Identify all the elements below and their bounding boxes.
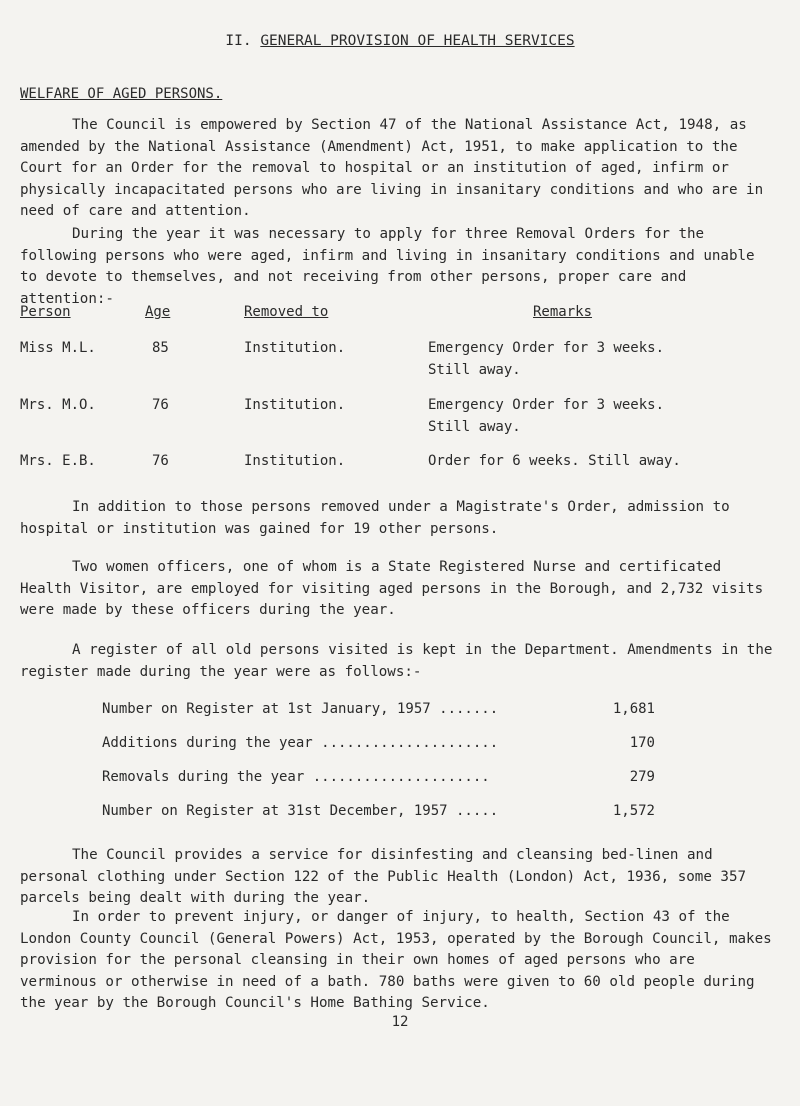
register-value: 170 <box>629 735 655 751</box>
paragraph-register: A register of all old persons visited is kept in the Department. Amendments in the register made during the year were as follows:- <box>20 642 773 680</box>
section-number: II. <box>225 33 252 49</box>
row-remarks: Emergency Order for 3 weeks. <box>428 340 665 356</box>
register-value: 279 <box>629 769 655 785</box>
paragraph-disinfesting: The Council provides a service for disinfesting and cleansing bed-linen and personal clothing under Section 122 of the Public Health (London) Act, 1936, some 357 parcels being dealt with during the year. <box>20 847 747 906</box>
subheading: WELFARE OF AGED PERSONS. <box>20 86 223 102</box>
row-age: 85 <box>152 340 169 356</box>
register-label: Number on Register at 1st January, 1957 ....... <box>102 701 499 717</box>
column-header-age: Age <box>145 304 171 320</box>
paragraph-additional-admissions: In addition to those persons removed under a Magistrate's Order, admission to hospital or institution was gained for 19 other persons. <box>20 499 730 537</box>
row-remarks: Order for 6 weeks. Still away. <box>428 453 681 469</box>
register-label: Additions during the year ..................... <box>102 735 499 751</box>
section-title: GENERAL PROVISION OF HEALTH SERVICES <box>260 33 575 49</box>
row-age: 76 <box>152 397 169 413</box>
paragraph-removal-orders: During the year it was necessary to apply for three Removal Orders for the following persons who were aged, infirm and living in insanitary conditions and unable to devote to themselves, and not receiving from other persons, proper care and attention:- <box>20 226 755 307</box>
paragraph-powers: The Council is empowered by Section 47 of the National Assistance Act, 1948, as amended by the National Assistance (Amendment) Act, 1951, to make application to the Court for an Order for the removal to hospital or an institution of aged, infirm or physically incapacitated persons who are living in insanitary conditions and who are in need of care and attention. <box>20 117 764 219</box>
row-person: Miss M.L. <box>20 340 96 356</box>
column-header-removed-to: Removed to <box>244 304 329 320</box>
register-label: Removals during the year ..................... <box>102 769 490 785</box>
row-removed-to: Institution. <box>244 340 346 356</box>
paragraph-home-bathing: In order to prevent injury, or danger of injury, to health, Section 43 of the London County Council (General Powers) Act, 1953, operated by the Borough Council, makes provision for the personal cleansing in their own homes of aged persons who are verminous or otherwise in need of a bath. 780 baths were given to 60 old people during the year by the Borough Council's Home Bathing Service. <box>20 909 772 1011</box>
column-header-remarks: Remarks <box>533 304 593 320</box>
register-value: 1,572 <box>612 803 655 819</box>
row-removed-to: Institution. <box>244 453 346 469</box>
paragraph-women-officers: Two women officers, one of whom is a State Registered Nurse and certificated Health Visitor, are employed for visiting aged persons in the Borough, and 2,732 visits were made by these officers during the year. <box>20 559 764 618</box>
row-person: Mrs. M.O. <box>20 397 96 413</box>
row-remarks-cont: Still away. <box>428 362 521 378</box>
section-heading <box>0 33 800 49</box>
row-remarks-cont: Still away. <box>428 419 521 435</box>
register-value: 1,681 <box>612 701 655 717</box>
row-age: 76 <box>152 453 169 469</box>
row-person: Mrs. E.B. <box>20 453 96 469</box>
row-remarks: Emergency Order for 3 weeks. <box>428 397 665 413</box>
page-number: 12 <box>391 1014 409 1030</box>
register-label: Number on Register at 31st December, 1957 ..... <box>102 803 499 819</box>
row-removed-to: Institution. <box>244 397 346 413</box>
column-header-person: Person <box>20 304 71 320</box>
